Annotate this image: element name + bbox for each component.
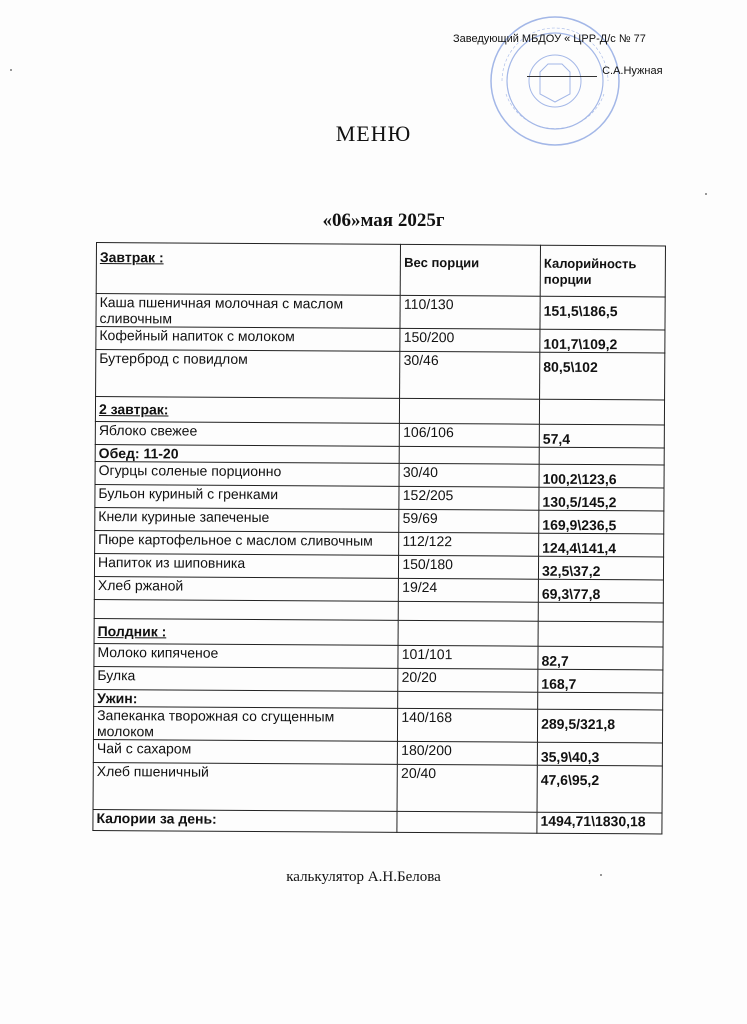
dish-calories: 82,7 — [538, 646, 663, 670]
section-label: Полдник : — [94, 618, 398, 645]
total-label: Калории за день: — [93, 809, 397, 832]
dish-weight: 112/122 — [399, 532, 539, 556]
dish-weight: 20/20 — [398, 668, 538, 692]
dish-calories: 124,4\141,4 — [539, 533, 664, 557]
scan-speck — [10, 69, 12, 71]
dish-weight: 140/168 — [398, 708, 538, 742]
dish-weight: 30/40 — [399, 463, 539, 487]
dish-name: Яблоко свежее — [95, 421, 399, 446]
dish-weight: 19/24 — [399, 578, 539, 602]
dish-weight: 150/200 — [400, 328, 540, 352]
table-row — [94, 666, 663, 692]
dish-calories: 47,6\95,2 — [537, 765, 662, 813]
table-row — [95, 461, 664, 487]
dish-name: Бульон куриный с гренками — [95, 484, 399, 509]
signature-line — [527, 76, 597, 77]
table-header-row — [96, 243, 665, 297]
dish-name: Булка — [94, 666, 398, 691]
table-row — [96, 327, 665, 353]
approval-block — [453, 33, 743, 77]
dish-calories: 100,2\123,6 — [539, 464, 664, 488]
scan-speck — [600, 874, 602, 876]
table-section-row — [95, 397, 664, 425]
table-row — [95, 484, 664, 510]
section-label: Обед: 11-20 — [95, 444, 399, 463]
cell-empty — [399, 601, 539, 621]
cell-empty — [538, 692, 663, 710]
dish-calories: 168,7 — [538, 669, 663, 693]
header-calories: Калорийность порции — [540, 245, 665, 297]
dish-name: Хлеб ржаной — [94, 576, 398, 601]
dish-calories: 35,9\40,3 — [537, 742, 662, 766]
table-row — [96, 294, 665, 330]
cell-empty — [399, 446, 539, 464]
menu-table — [92, 242, 666, 834]
cell-empty — [539, 447, 664, 465]
dish-name: Запеканка творожная со сгущенным молоком — [93, 706, 398, 741]
cell-empty — [94, 599, 398, 620]
dish-weight: 106/106 — [400, 423, 540, 447]
dish-name: Бутерброд с повидлом — [96, 350, 401, 399]
dish-name: Молоко кипяченое — [94, 643, 398, 668]
header-weight: Вес порции — [400, 244, 540, 296]
approval-signer: С.А.Нужная — [602, 65, 663, 77]
table-row — [94, 553, 663, 579]
section-label: 2 завтрак: — [95, 397, 399, 424]
dish-name: Огурцы соленые порционно — [95, 461, 399, 486]
dish-calories: 80,5\102 — [540, 352, 665, 400]
dish-name: Пюре картофельное с маслом сливочным — [95, 530, 399, 555]
table-row — [93, 706, 662, 742]
dish-weight: 152/205 — [399, 486, 539, 510]
approval-title: Заведующий МБДОУ « ЦРР-Д/с № 77 — [453, 33, 646, 45]
cell-empty — [397, 811, 537, 833]
total-value: 1494,71\1830,18 — [537, 812, 662, 834]
dish-calories: 57,4 — [539, 424, 664, 448]
dish-weight: 110/130 — [400, 295, 540, 329]
cell-empty — [539, 399, 664, 425]
cell-empty — [400, 398, 540, 424]
header-section-breakfast: Завтрак : — [96, 243, 401, 296]
dish-weight: 150/180 — [399, 555, 539, 579]
dish-calories: 151,5\186,5 — [540, 296, 665, 330]
dish-name: Хлеб пшеничный — [93, 762, 398, 811]
dish-weight: 20/40 — [397, 764, 537, 812]
cell-empty — [398, 691, 538, 709]
footer-calculator: калькулятор А.Н.Белова — [286, 869, 441, 885]
dish-name: Напиток из шиповника — [94, 553, 398, 578]
dish-calories: 32,5\37,2 — [538, 556, 663, 580]
dish-calories: 101,7\109,2 — [540, 329, 665, 353]
cell-empty — [398, 620, 538, 646]
table-section-row — [94, 618, 663, 646]
table-row — [95, 507, 664, 533]
cell-empty — [538, 602, 663, 622]
scan-speck — [705, 193, 707, 195]
dish-name: Каша пшеничная молочная с маслом сливочным — [96, 294, 401, 329]
dish-name: Кнели куриные запеченые — [95, 507, 399, 532]
dish-calories: 130,5/145,2 — [539, 487, 664, 511]
page-title: МЕНЮ — [335, 121, 412, 146]
table-row — [96, 350, 665, 400]
total-row — [93, 809, 662, 833]
table-row — [94, 643, 663, 669]
table-row — [93, 762, 662, 812]
menu-date: «06»мая 2025г — [322, 210, 445, 231]
dish-calories: 69,3\77,8 — [538, 579, 663, 603]
dish-calories: 289,5/321,8 — [537, 709, 662, 743]
table-row — [94, 576, 663, 602]
dish-name: Кофейный напиток с молоком — [96, 327, 400, 352]
dish-weight: 101/101 — [398, 645, 538, 669]
dish-name: Чай с сахаром — [93, 739, 397, 764]
cell-empty — [538, 621, 663, 647]
section-label: Ужин: — [94, 689, 398, 708]
dish-weight: 59/69 — [399, 509, 539, 533]
table-row — [93, 739, 662, 765]
dish-calories: 169,9\236,5 — [539, 510, 664, 534]
table-row — [95, 421, 664, 447]
dish-weight: 180/200 — [398, 741, 538, 765]
dish-weight: 30/46 — [400, 351, 540, 399]
table-row — [95, 530, 664, 556]
